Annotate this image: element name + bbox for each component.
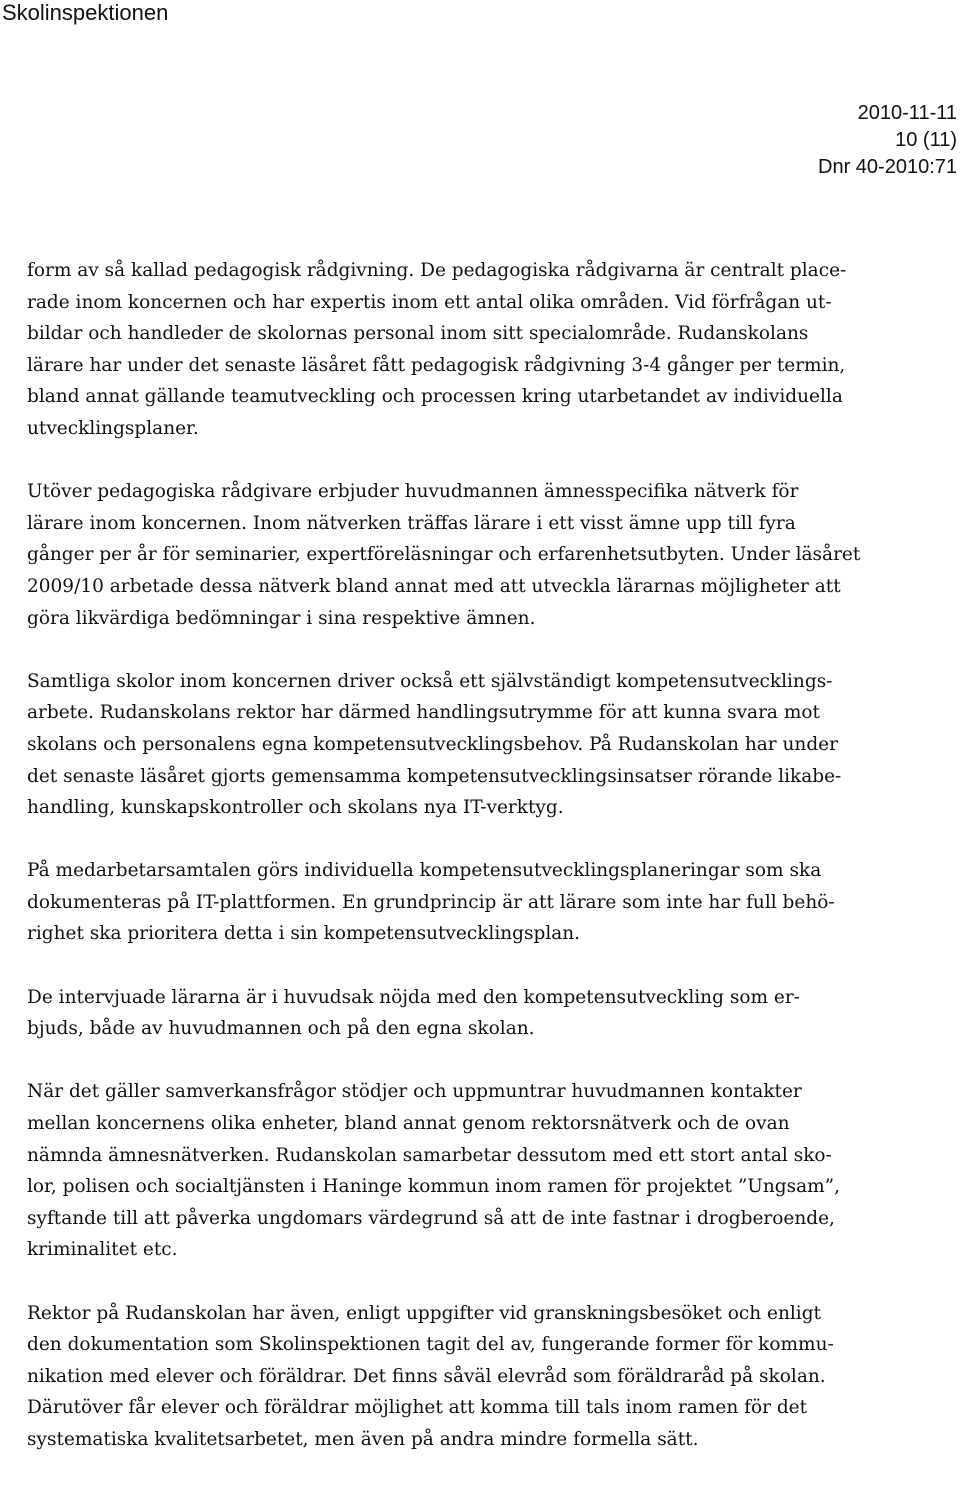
- paragraph-line: dokumenteras på IT-plattformen. En grundprincip är att lärare som inte har full behö-: [27, 891, 835, 913]
- paragraph-line: bland annat gällande teamutveckling och processen kring utarbetandet av individuella: [27, 386, 843, 408]
- paragraph-line: Samtliga skolor inom koncernen driver också ett självständigt kompetensutvecklings-: [27, 670, 833, 692]
- paragraph-line: lor, polisen och socialtjänsten i Haninge kommun inom ramen för projektet ”Ungsam”,: [27, 1176, 841, 1198]
- diary-number: Dnr 40-2010:71: [818, 156, 957, 178]
- paragraph: [27, 1076, 957, 1266]
- paragraph-line: På medarbetarsamtalen görs individuella kompetensutvecklingsplaneringar som ska: [27, 860, 822, 882]
- organization-name: Skolinspektionen: [2, 0, 169, 25]
- paragraph-line: den dokumentation som Skolinspektionen tagit del av, fungerande former för kommu-: [27, 1334, 834, 1356]
- paragraph-line: Därutöver får elever och föräldrar möjlighet att komma till tals inom ramen för det: [27, 1397, 808, 1419]
- paragraph-line: När det gäller samverkansfrågor stödjer och uppmuntrar huvudmannen kontakter: [27, 1081, 802, 1103]
- paragraph-line: De intervjuade lärarna är i huvudsak nöjda med den kompetensutveckling som er-: [27, 986, 800, 1008]
- paragraph-line: 2009/10 arbetade dessa nätverk bland annat med att utveckla lärarnas möjligheter att: [27, 575, 841, 597]
- paragraph-line: systematiska kvalitetsarbetet, men även på andra mindre formella sätt.: [27, 1428, 699, 1450]
- paragraph-line: form av så kallad pedagogisk rådgivning. De pedagogiska rådgivarna är centralt place-: [27, 260, 847, 281]
- paragraph: [27, 255, 957, 445]
- paragraph: [27, 982, 957, 1045]
- paragraph-line: det senaste läsåret gjorts gemensamma kompetensutvecklingsinsatser rörande likabe-: [27, 765, 842, 787]
- paragraph-line: handling, kunskapskontroller och skolans nya IT-verktyg.: [27, 797, 564, 819]
- paragraph-line: bjuds, både av huvudmannen och på den egna skolan.: [27, 1018, 535, 1040]
- paragraph-line: gånger per år för seminarier, expertföreläsningar och erfarenhetsutbyten. Under läsåret: [27, 544, 861, 566]
- paragraph-line: nämnda ämnesnätverken. Rudanskolan samarbetar dessutom med ett stort antal sko-: [27, 1144, 832, 1166]
- paragraph: [27, 855, 957, 950]
- paragraph-line: nikation med elever och föräldrar. Det finns såväl elevråd som föräldraråd på skolan.: [27, 1365, 826, 1387]
- paragraph-line: bildar och handleder de skolornas personal inom sitt specialområde. Rudanskolans: [27, 323, 809, 345]
- paragraph-line: Utöver pedagogiska rådgivare erbjuder huvudmannen ämnesspecifika nätverk för: [27, 481, 799, 503]
- paragraph-line: utvecklingsplaner.: [27, 417, 199, 439]
- paragraph: [27, 1298, 957, 1456]
- paragraph-line: göra likvärdiga bedömningar i sina respektive ämnen.: [27, 607, 536, 629]
- paragraph-line: lärare inom koncernen. Inom nätverken träffas lärare i ett visst ämne upp till fyra: [27, 512, 796, 534]
- paragraph-line: lärare har under det senaste läsåret fått pedagogisk rådgivning 3-4 gånger per termin,: [27, 354, 846, 376]
- paragraph-line: skolans och personalens egna kompetensutvecklingsbehov. På Rudanskolan har under: [27, 733, 838, 755]
- paragraph: [27, 666, 957, 824]
- page-number: 10 (11): [895, 129, 957, 151]
- document-date: 2010-11-11: [857, 102, 957, 124]
- paragraph-line: arbete. Rudanskolans rektor har därmed handlingsutrymme för att kunna svara mot: [27, 702, 820, 724]
- paragraph-line: righet ska prioritera detta i sin kompetensutvecklingsplan.: [27, 923, 581, 945]
- paragraph: [27, 476, 957, 634]
- paragraph-line: kriminalitet etc.: [27, 1239, 178, 1261]
- document-meta: [818, 100, 957, 181]
- paragraph-line: Rektor på Rudanskolan har även, enligt uppgifter vid granskningsbesöket och enligt: [27, 1302, 821, 1324]
- paragraph-line: syftande till att påverka ungdomars värdegrund så att de inte fastnar i drogberoende,: [27, 1207, 835, 1229]
- document-body: [27, 255, 957, 1487]
- paragraph-line: rade inom koncernen och har expertis inom ett antal olika områden. Vid förfrågan ut-: [27, 291, 832, 313]
- paragraph-line: mellan koncernens olika enheter, bland annat genom rektorsnätverk och de ovan: [27, 1113, 790, 1135]
